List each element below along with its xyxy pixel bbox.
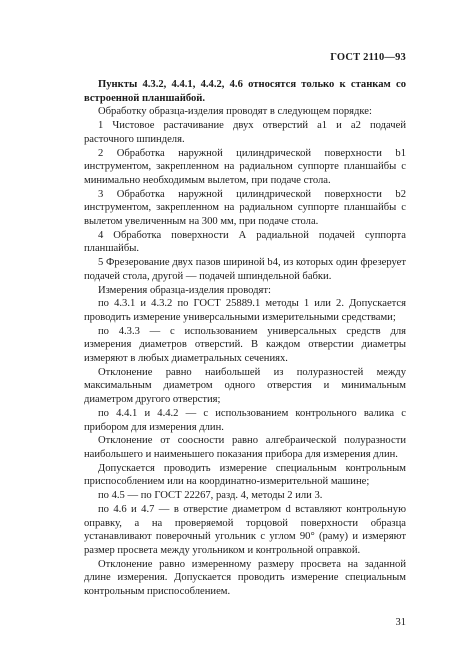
paragraph-deviation-coaxial: Отклонение от соосности равно алгебраической полуразности наибольшего и наименьшего показания прибора для измерения длин. — [84, 435, 406, 460]
paragraph-deviation-gap: Отклонение равно измеренному размеру просвета на заданной длине измерения. Допускается проводить измерение специальным контрольным приспособлением. — [84, 558, 406, 598]
paragraph-measure-46: по 4.6 и 4.7 — в отверстие диаметром d вставляют контрольную оправку, а на проверяемой торцовой поверхности образца устанавливают поверочный угольник с углом 90° (раму) и измеряют размер просвета между угольником и контрольной оправкой. — [84, 503, 406, 556]
paragraph-measure-intro: Измерения образца-изделия проводят: — [98, 284, 271, 296]
paragraph-special-fixture: Допускается проводить измерение специальным контрольным приспособлением или на координатно-измерительной машине; — [84, 462, 406, 488]
paragraph-deviation-diameter: Отклонение равно наибольшей из полуразностей между максимальным диаметром одного отверстия и минимальным диаметром другого отверстия; — [84, 366, 406, 406]
document-body — [84, 78, 406, 599]
paragraph-measure-441: по 4.4.1 и 4.4.2 — с использованием контрольного валика с прибором для измерения длин. — [84, 407, 406, 433]
paragraph-step-2: 2 Обработка наружной цилиндрической поверхности b1 инструментом, закрепленном на радиальном суппорте планшайбы с минимально необходимым вылетом, при подаче стола. — [84, 147, 406, 186]
paragraph-step-5: 5 Фрезерование двух пазов шириной b4, из которых один фрезерует подачей стола, другой — подачей шпиндельной бабки. — [84, 257, 406, 282]
page-number: 31 — [395, 617, 406, 628]
paragraph-scope: Пункты 4.3.2, 4.4.1, 4.4.2, 4.6 относятся только к станкам со встроенной планшайбой. — [84, 79, 406, 104]
paragraph-measure-433: по 4.3.3 — с использованием универсальных средств для измерения диаметров отверстий. В каждом отверстии диаметры измеряют в любых диаметральных сечениях. — [84, 325, 406, 365]
paragraph-step-3: 3 Обработка наружной цилиндрической поверхности b2 инструментом, закрепленном на радиальном суппорте планшайбы с вылетом увеличенным на 300 мм, при подаче стола. — [84, 188, 406, 228]
paragraph-order-intro: Обработку образца-изделия проводят в следующем порядке: — [98, 106, 372, 118]
paragraph-step-1: 1 Чистовое растачивание двух отверстий a1 и a2 подачей расточного шпинделя. — [84, 120, 406, 145]
standard-header: ГОСТ 2110—93 — [330, 52, 406, 63]
paragraph-step-4: 4 Обработка поверхности А радиальной подачей суппорта планшайбы. — [84, 229, 406, 255]
paragraph-measure-431: по 4.3.1 и 4.3.2 по ГОСТ 25889.1 методы 1 или 2. Допускается проводить измерение универсальными измерительными средствами; — [84, 298, 406, 323]
paragraph-measure-45: по 4.5 — по ГОСТ 22267, разд. 4, методы 2 или 3. — [98, 490, 323, 502]
